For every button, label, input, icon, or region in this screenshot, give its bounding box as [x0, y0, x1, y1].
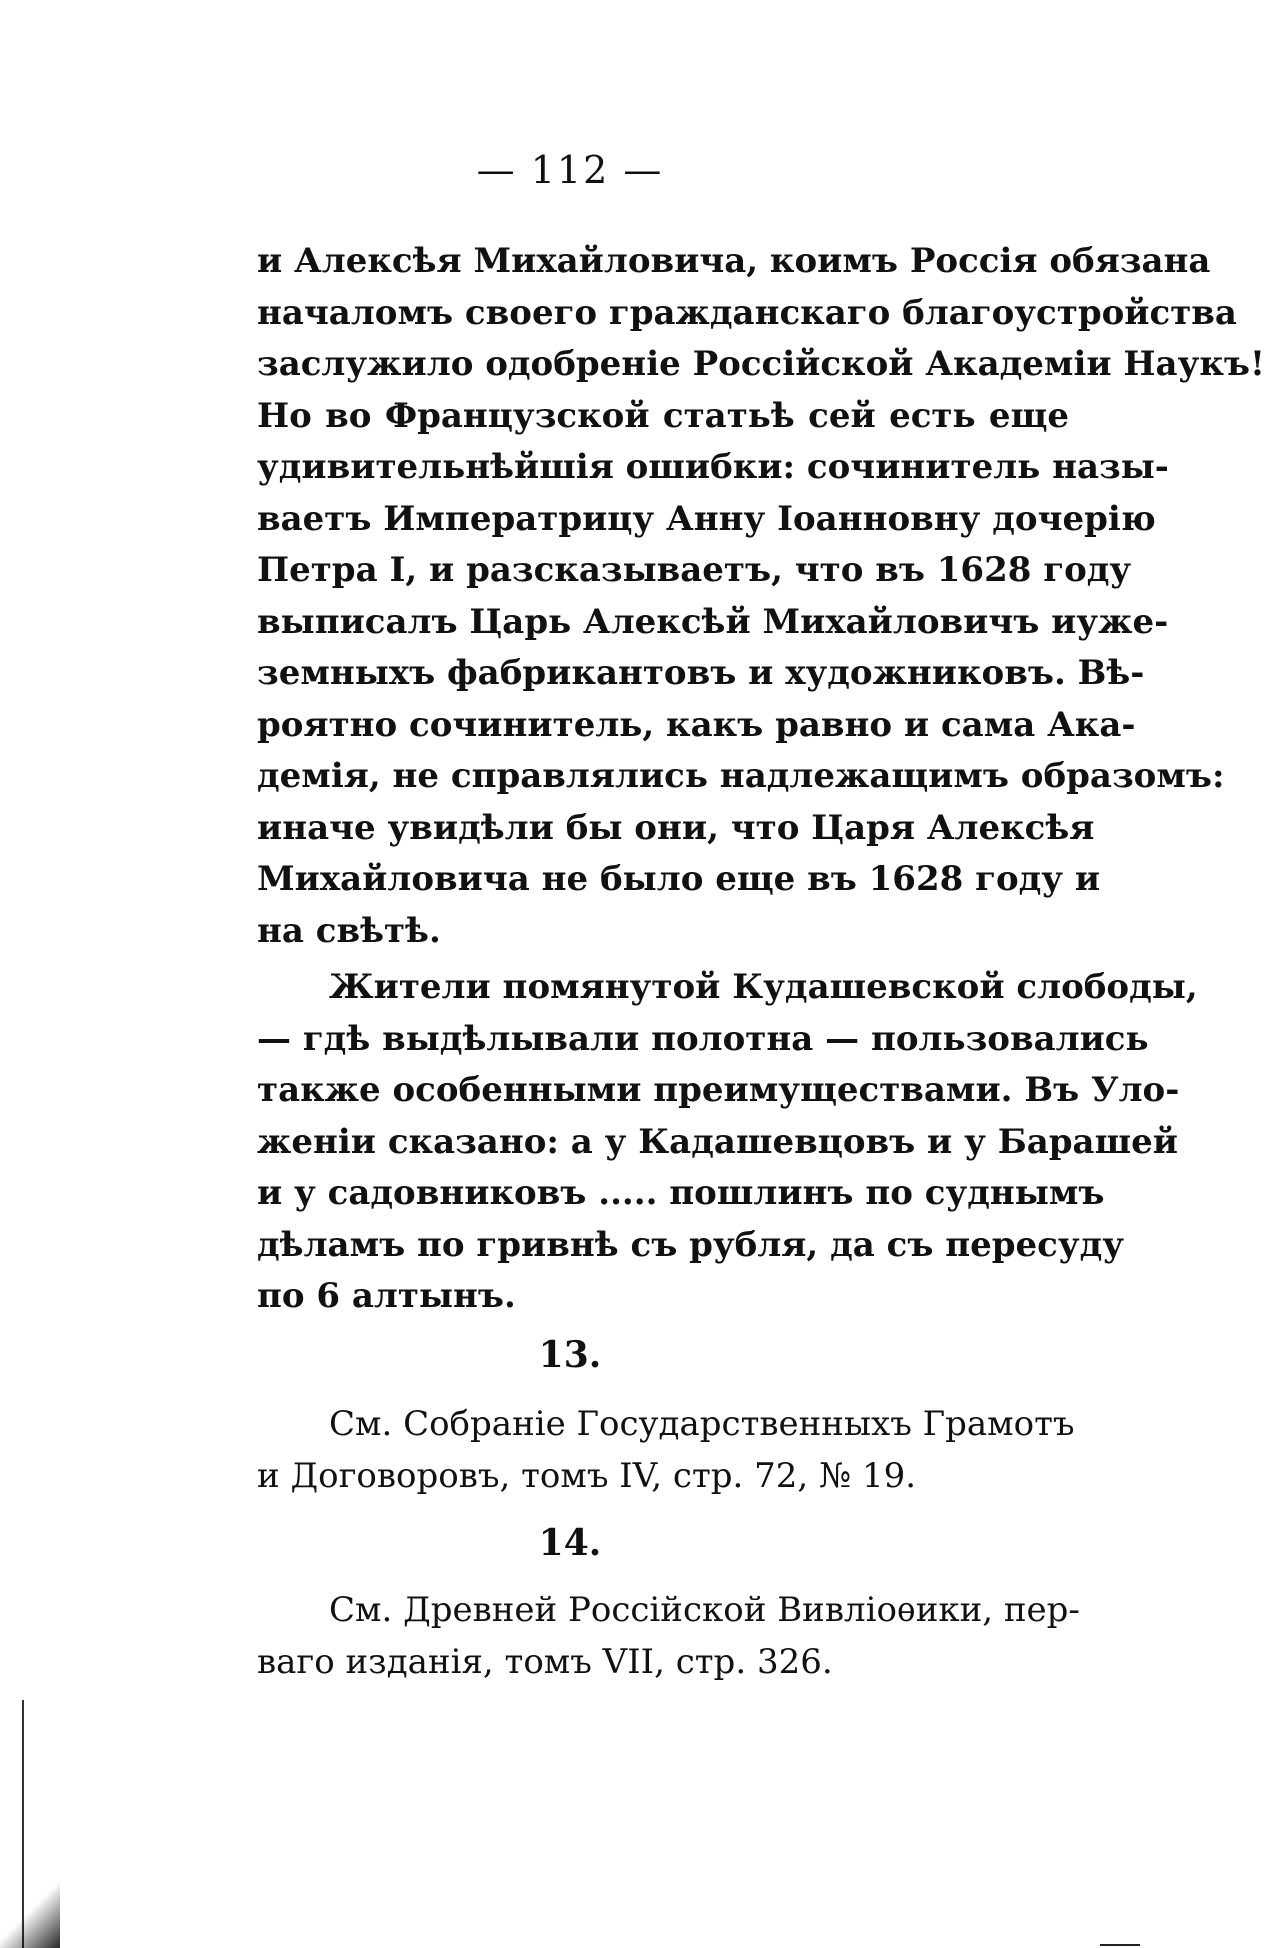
- text-line: Жители помянутой Кудашевской слободы,: [329, 967, 1198, 1007]
- note-14: [257, 1584, 1080, 1688]
- text-line: Петра I, и разсказываетъ, что въ 1628 году: [257, 550, 1132, 590]
- paragraph-main: [257, 236, 1265, 957]
- text-line: дѣламъ по гривнѣ съ рубля, да съ пересуду: [257, 1224, 1125, 1265]
- text-line: также особенными преимуществами. Въ Уло-: [257, 1070, 1180, 1110]
- note-13-heading: 13.: [538, 1334, 602, 1376]
- text-line: заслужило одобреніе Россійской Академіи Наукъ!: [257, 344, 1265, 384]
- text-line: на свѣтѣ.: [257, 910, 441, 951]
- page-number: — 112 —: [476, 148, 664, 192]
- scan-corner-shadow: [0, 1858, 60, 1948]
- note-13: [257, 1398, 1075, 1502]
- note-line: См. Собраніе Государственныхъ Грамотъ: [329, 1404, 1075, 1444]
- text-line: Но во Французской статьѣ сей есть еще: [257, 395, 1069, 436]
- text-line: Михайловича не было еще въ 1628 году и: [257, 859, 1101, 899]
- text-line: выписалъ Царь Алексѣй Михайловичъ иуже-: [257, 601, 1169, 642]
- text-line: женіи сказано: а у Кадашевцовъ и у Барашей: [257, 1121, 1178, 1162]
- text-line: удивительнѣйшія ошибки: сочинитель назы-: [257, 447, 1169, 487]
- text-line: и Алексѣя Михайловича, коимъ Россія обязана: [257, 241, 1211, 281]
- text-line: по 6 алтынъ.: [257, 1276, 516, 1316]
- text-line: иначе увидѣли бы они, что Царя Алексѣя: [257, 807, 1095, 848]
- text-line: ваетъ Императрицу Анну Іоанновну дочерію: [257, 498, 1156, 539]
- paragraph-kadashi: [257, 962, 1198, 1323]
- text-line: — гдѣ выдѣлывали полотна — пользовались: [257, 1018, 1149, 1059]
- scan-bottom-mark: [1100, 1944, 1140, 1946]
- text-line: роятно сочинитель, какъ равно и сама Ака-: [257, 704, 1136, 745]
- text-line: началомъ своего гражданскаго благоустройства: [257, 292, 1237, 333]
- text-line: и у садовниковъ ..... пошлинъ по суднымъ: [257, 1173, 1105, 1213]
- text-line: земныхъ фабрикантовъ и художниковъ. Вѣ-: [257, 653, 1145, 693]
- note-line: ваго изданія, томъ VII, стр. 326.: [257, 1642, 833, 1682]
- note-line: См. Древней Россійской Вивліоѳики, пер-: [329, 1590, 1080, 1630]
- note-14-heading: 14.: [538, 1522, 602, 1564]
- text-line: демія, не справлялись надлежащимъ образомъ:: [257, 756, 1225, 796]
- note-line: и Договоровъ, томъ IV, стр. 72, № 19.: [257, 1456, 917, 1496]
